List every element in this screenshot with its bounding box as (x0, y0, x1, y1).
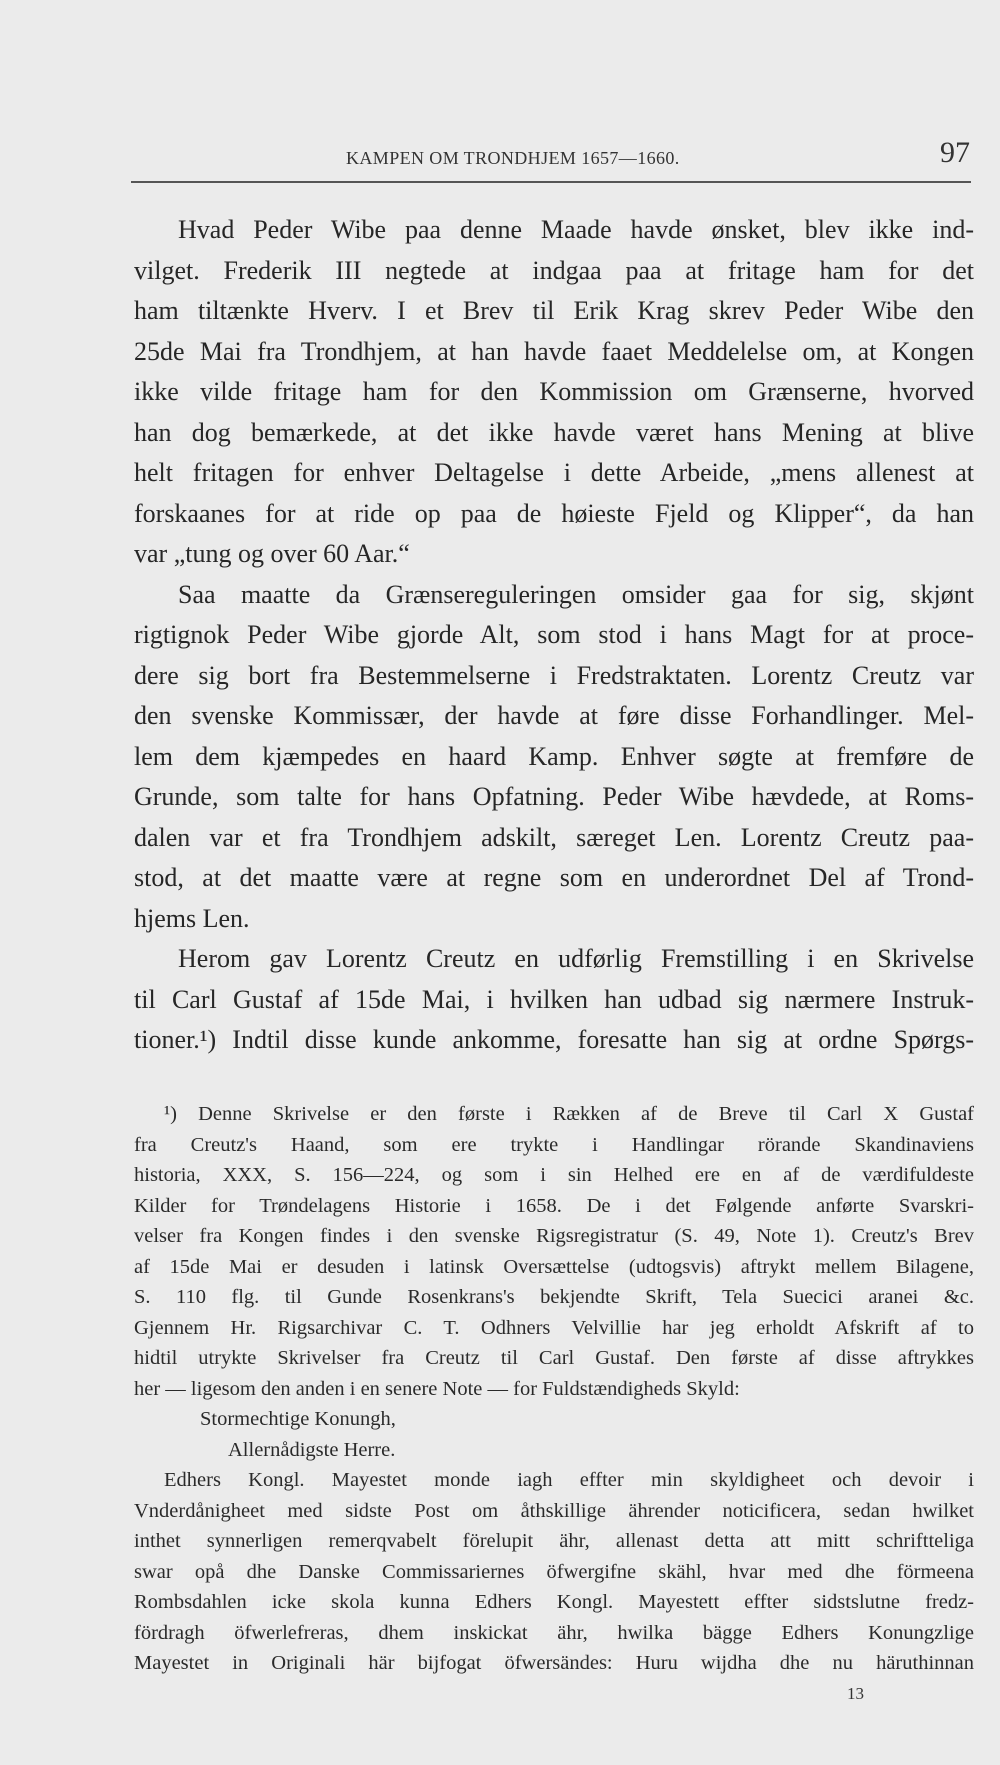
footnote-line: fra Creutz's Haand, som ere trykte i Handlingar rörande Skandinaviens (134, 1133, 974, 1156)
footnote-line: velser fra Kongen findes i den svenske Rigsregistratur (S. 49, Note 1). Creutz's Brev (134, 1225, 974, 1247)
footnote-line: af 15de Mai er desuden i latinsk Oversættelse (udtogsvis) aftrykt mellem Bilagene, (134, 1255, 974, 1278)
body-line: stod, at det maatte være at regne som en underordnet Del af Trond- (134, 863, 974, 892)
footnote-line: Mayestet in Originali här bijfogat öfwersändes: Huru wijdha dhe nu häruthinnan (134, 1652, 974, 1674)
body-line: han dog bemærkede, at det ikke havde været hans Mening at blive (134, 417, 974, 447)
page-number: 97 (940, 136, 970, 169)
footnote-line: inthet synnerligen remerqvabelt förelupit ähr, allenast detta att mitt schriftteliga (134, 1530, 974, 1552)
body-line: lem dem kjæmpedes en haard Kamp. Enhver søgte at fremføre de (134, 741, 974, 771)
footnote-line: swar opå dhe Danske Commissariernes öfwergifne skähl, hvar med dhe förmeena (134, 1560, 974, 1583)
body-line: Herom gav Lorentz Creutz en udførlig Fremstilling i en Skrivelse (178, 944, 974, 973)
body-line: tioner.¹) Indtil disse kunde ankomme, foresatte han sig at ordne Spørgs- (134, 1025, 974, 1054)
body-line: forskaanes for at ride op paa de høieste Fjeld og Klipper“, da han (134, 498, 974, 528)
body-line: den svenske Kommissær, der havde at føre disse Forhandlinger. Mel- (134, 701, 974, 730)
footnote-line: Kilder for Trøndelagens Historie i 1658. De i det Følgende anførte Svarskri- (134, 1194, 974, 1217)
header-rule (131, 181, 971, 183)
body-line: dalen var et fra Trondhjem adskilt, særeget Len. Lorentz Creutz paa- (134, 822, 974, 852)
body-line: Grunde, som talte for hans Opfatning. Peder Wibe hævdede, at Roms- (134, 782, 974, 811)
signature-mark: 13 (847, 1684, 864, 1703)
body-line: dere sig bort fra Bestemmelserne i Fredstraktaten. Lorentz Creutz var (134, 660, 974, 690)
footnote-line: ¹) Denne Skrivelse er den første i Rækken af de Breve til Carl X Gustaf (164, 1103, 974, 1125)
body-line: Saa maatte da Grænsereguleringen omsider gaa for sig, skjønt (178, 579, 974, 609)
running-header (131, 136, 970, 178)
footnote-line: Edhers Kongl. Mayestet monde iagh effter min skyldigheet och devoir i (164, 1469, 974, 1491)
body-line: ikke vilde fritage ham for den Kommission om Grænserne, hvorved (134, 377, 974, 406)
footnote-line: Stormechtige Konungh, (200, 1408, 396, 1430)
body-line: Hvad Peder Wibe paa denne Maade havde ønsket, blev ikke ind- (178, 215, 974, 244)
footnote-line: fördragh öfwerlefreras, dhem inskickat ähr, hwilka bägge Edhers Konungzlige (134, 1621, 974, 1644)
footnote-line: Rombsdahlen icke skola kunna Edhers Kongl. Mayestett effter sidstslutne fredz- (134, 1591, 974, 1613)
body-line: til Carl Gustaf af 15de Mai, i hvilken han udbad sig nærmere Instruk- (134, 984, 974, 1014)
footnote-line: historia, XXX, S. 156—224, og som i sin Helhed ere en af de værdifuldeste (134, 1164, 974, 1186)
footnote-line: S. 110 flg. til Gunde Rosenkrans's bekjendte Skrift, Tela Suecici aranei &c. (134, 1286, 974, 1308)
body-line: ham tiltænkte Hverv. I et Brev til Erik Krag skrev Peder Wibe den (134, 296, 974, 325)
body-line: hjems Len. (134, 903, 250, 933)
footnote-line: hidtil utrykte Skrivelser fra Creutz til Carl Gustaf. Den første af disse aftrykkes (134, 1347, 974, 1369)
running-header-title: KAMPEN OM TRONDHJEM 1657—1660. (346, 148, 680, 168)
body-line: var „tung og over 60 Aar.“ (134, 539, 410, 568)
body-line: 25de Mai fra Trondhjem, at han havde faaet Meddelelse om, at Kongen (134, 336, 974, 366)
footnotes (134, 1099, 974, 1679)
footnote-line: her — ligesom den anden i en senere Note — for Fuldstændigheds Skyld: (134, 1377, 740, 1400)
body-line: helt fritagen for enhver Deltagelse i dette Arbeide, „mens allenest at (134, 458, 974, 487)
body-text (134, 210, 974, 1061)
footnote-line: Vnderdånigheet med sidste Post om åthskillige ährender noticificera, sedan hwilket (134, 1499, 974, 1522)
body-line: vilget. Frederik III negtede at indgaa paa at fritage ham for det (134, 255, 974, 285)
footnote-line: Gjennem Hr. Rigsarchivar C. T. Odhners Velvillie har jeg erholdt Afskrift af to (134, 1316, 974, 1339)
body-line: rigtignok Peder Wibe gjorde Alt, som stod i hans Magt for at proce- (134, 620, 974, 649)
footnote-line: Allernådigste Herre. (228, 1438, 396, 1461)
